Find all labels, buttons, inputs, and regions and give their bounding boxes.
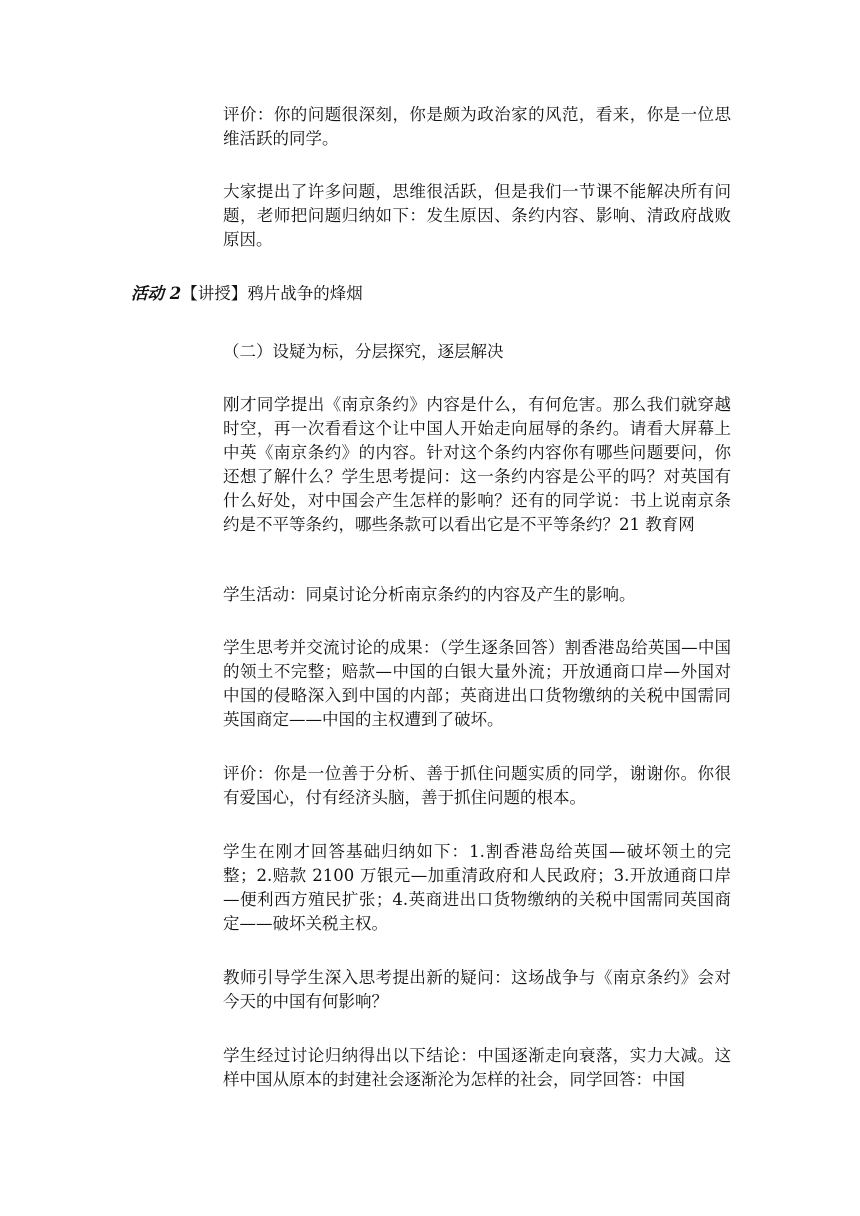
body-paragraph-conclusion: 学生经过讨论归纳得出以下结论：中国逐渐走向衰落，实力大减。这样中国从原本的封建社会逐渐沦为怎样的社会，同学回答：中国 [223, 1046, 731, 1089]
activity-heading [131, 282, 363, 306]
evaluation-paragraph-2: 评价：你是一位善于分析、善于抓住问题实质的同学，谢谢你。你很有爱国心，付有经济头脑，善于抓住问题的根本。 [223, 764, 731, 807]
activity-label: 活动 2 [131, 284, 182, 303]
activity-title: 鸦片战争的烽烟 [247, 284, 363, 303]
evaluation-paragraph-1: 评价：你的问题很深刻，你是颇为政治家的风范，看来，你是一位思维活跃的同学。 [223, 105, 731, 148]
body-paragraph-treaty-intro: 刚才同学提出《南京条约》内容是什么，有何危害。那么我们就穿越时空，再一次看看这个让中国人开始走向屈辱的条约。请看大屏幕上中英《南京条约》的内容。针对这个条约内容你有哪些问题要问，你还想了解什么？学生思考提问：这一条约内容是公平的吗？对英国有什么好处，对中国会产生怎样的影响？还有的同学说：书上说南京条约是不平等条约，哪些条款可以看出它是不平等条约？21 教育网 [223, 395, 731, 534]
body-paragraph-discussion-results: 学生思考并交流讨论的成果：（学生逐条回答）割香港岛给英国—中国的领土不完整；赔款—中国的白银大量外流；开放通商口岸—外国对中国的侵略深入到中国的内部；英商进出口货物缴纳的关税中国需同英国商定——中国的主权遭到了破坏。 [223, 638, 731, 729]
body-paragraph-student-summary: 学生在刚才回答基础归纳如下：1.割香港岛给英国—破坏领土的完整；2.赔款 2100 万银元—加重清政府和人民政府；3.开放通商口岸—便利西方殖民扩张；4.英商进出口货物缴纳的关税中国需同英国商定——破坏关税主权。 [223, 842, 731, 933]
body-paragraph-student-activity: 学生活动：同桌讨论分析南京条约的内容及产生的影响。 [223, 585, 636, 604]
activity-bracket: 【讲授】 [181, 284, 248, 303]
summary-paragraph: 大家提出了许多问题，思维很活跃，但是我们一节课不能解决所有问题，老师把问题归纳如下：发生原因、条约内容、影响、清政府战败原因。 [223, 182, 731, 249]
section-title: （二）设疑为标，分层探究，逐层解决 [223, 342, 504, 361]
body-paragraph-teacher-question: 教师引导学生深入思考提出新的疑问：这场战争与《南京条约》会对今天的中国有何影响？ [223, 968, 731, 1011]
